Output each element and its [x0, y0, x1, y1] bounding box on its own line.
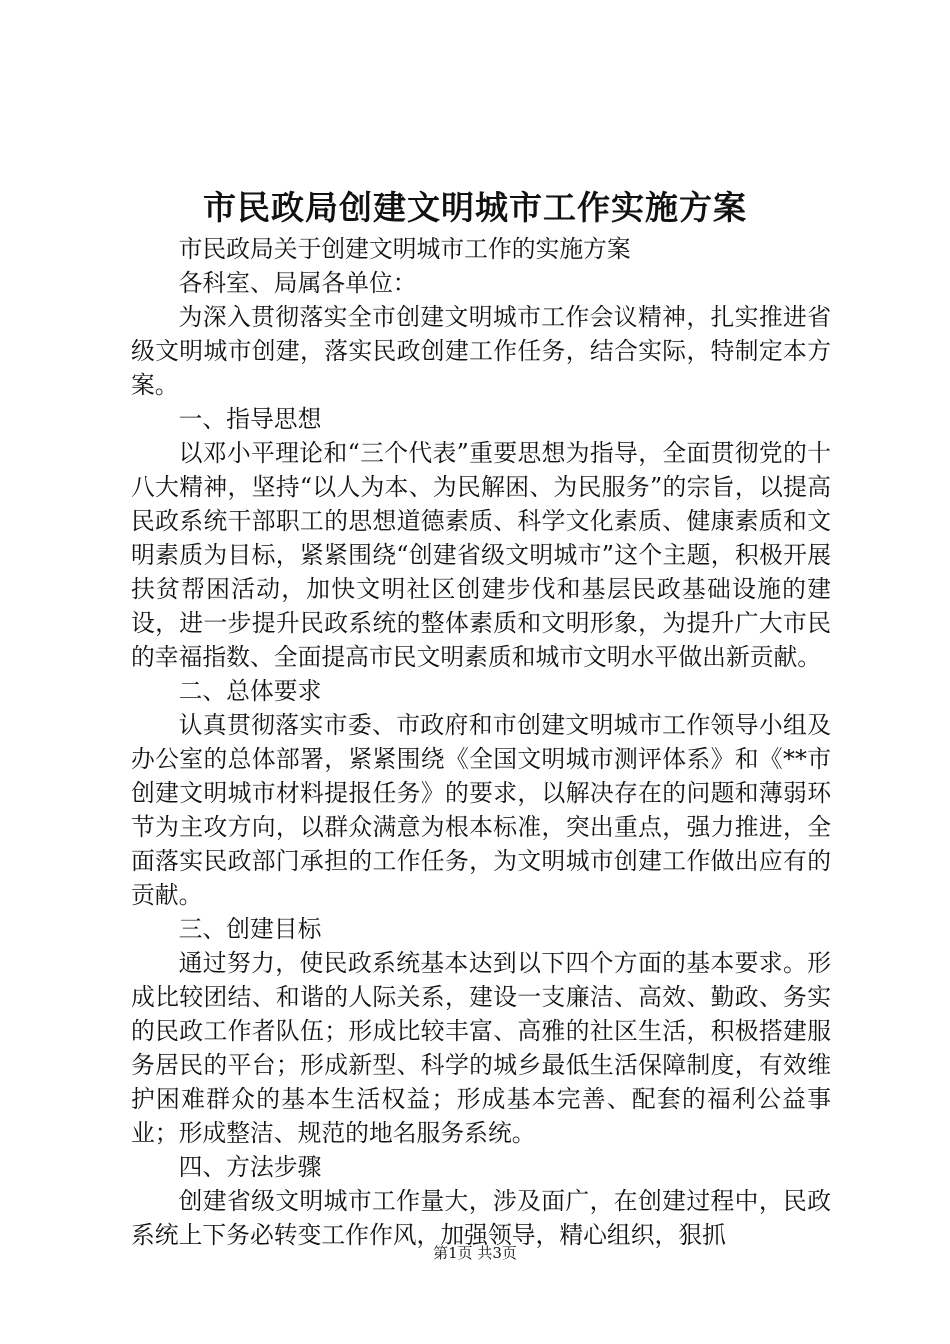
- goals-paragraph: 通过努力，使民政系统基本达到以下四个方面的基本要求。形成比较团结、和谐的人际关系，建设一支廉洁、高效、勤政、务实的民政工作者队伍；形成比较丰富、高雅的社区生活，积极搭建服务居民的平台；形成新型、科学的城乡最低生活保障制度，有效维护困难群众的基本生活权益；形成基本完善、配套的福利公益事业；形成整洁、规范的地名服务系统。: [131, 949, 831, 1147]
- salutation-paragraph: 各科室、局属各单位：: [178, 269, 417, 297]
- page-footer: 第1页 共3页: [433, 1244, 517, 1262]
- intro-paragraph: 为深入贯彻落实全市创建文明城市工作会议精神，扎实推进省级文明城市创建，落实民政创建工作任务，结合实际，特制定本方案。: [131, 303, 831, 399]
- document-title: 市民政局创建文明城市工作实施方案: [203, 188, 747, 227]
- general-requirements-paragraph: 认真贯彻落实市委、市政府和市创建文明城市工作领导小组及办公室的总体部署，紧紧围绕《全国文明城市测评体系》和《**市创建文明城市材料提报任务》的要求，以解决存在的问题和薄弱环节为主攻方向，以群众满意为根本标准，突出重点，强力推进，全面落实民政部门承担的工作任务，为文明城市创建工作做出应有的贡献。: [131, 711, 831, 909]
- subtitle-paragraph: 市民政局关于创建文明城市工作的实施方案: [178, 235, 631, 263]
- document-body: [131, 232, 831, 1252]
- section-heading-guiding-ideology: 一、指导思想: [178, 405, 322, 433]
- section-heading-goals: 三、创建目标: [178, 915, 322, 943]
- guiding-ideology-paragraph: 以邓小平理论和“三个代表”重要思想为指导，全面贯彻党的十八大精神，坚持“以人为本、为民解困、为民服务”的宗旨，以提高民政系统干部职工的思想道德素质、科学文化素质、健康素质和文明素质为目标，紧紧围绕“创建省级文明城市”这个主题，积极开展扶贫帮困活动，加快文明社区创建步伐和基层民政基础设施的建设，进一步提升民政系统的整体素质和文明形象，为提升广大市民的幸福指数、全面提高市民文明素质和城市文明水平做出新贡献。: [131, 439, 831, 671]
- section-heading-methods: 四、方法步骤: [178, 1153, 322, 1181]
- methods-paragraph: 创建省级文明城市工作量大，涉及面广，在创建过程中，民政系统上下务必转变工作作风，加强领导，精心组织，狠抓: [131, 1187, 831, 1249]
- section-heading-general-requirements: 二、总体要求: [178, 677, 322, 705]
